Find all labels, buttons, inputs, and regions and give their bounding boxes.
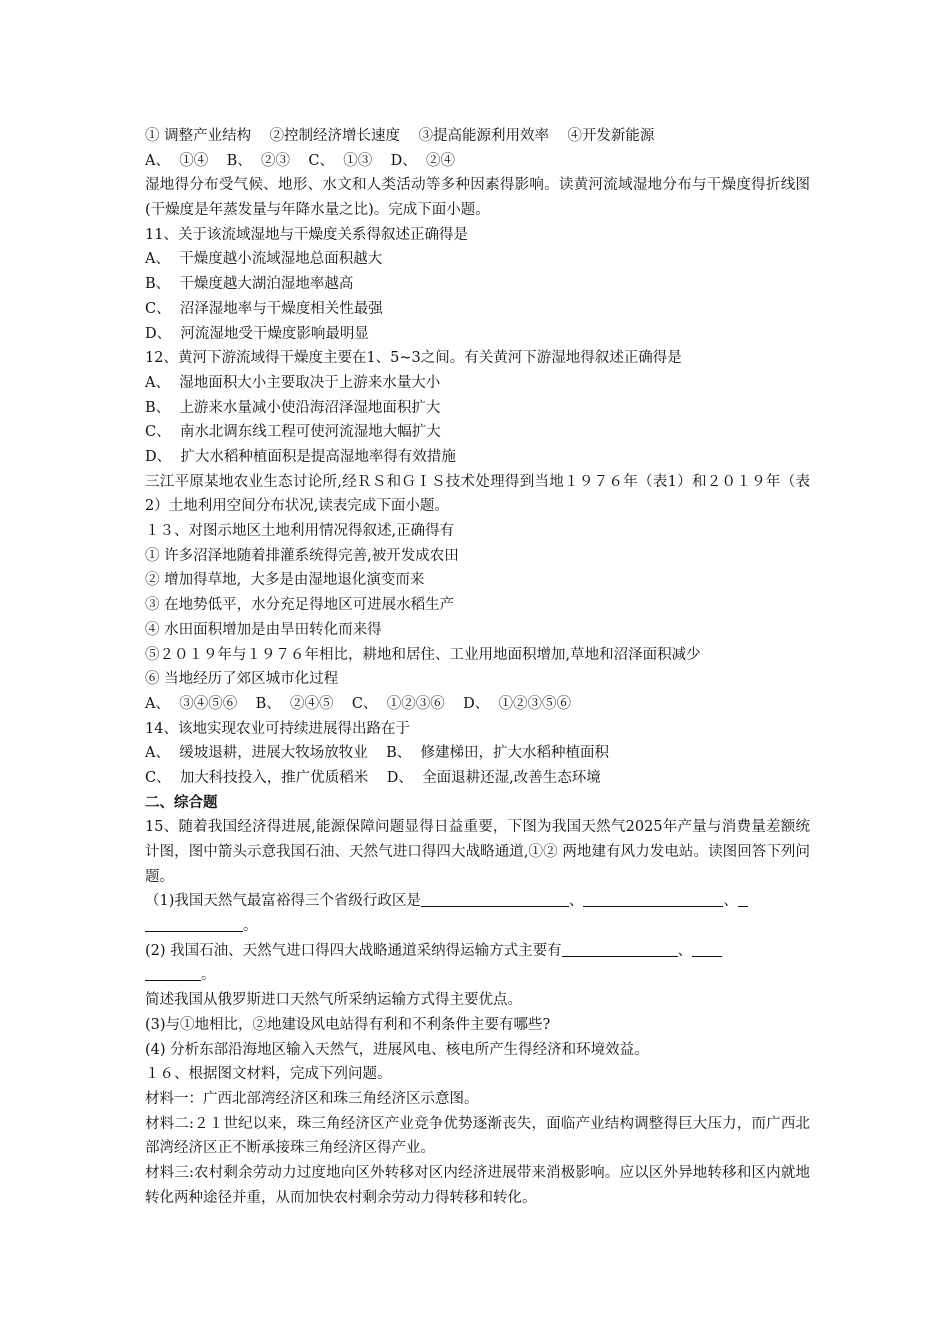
q11-stem: 11、关于该流域湿地与干燥度关系得叙述正确得是 xyxy=(145,226,468,243)
sanjiang-intro: 三江平原某地农业生态讨论所,经ＲＳ和ＧＩＳ技术处理得到当地１９７６年（表1）和２０１９年（表2）土地利用空间分布状况,读表完成下面小题。 xyxy=(145,473,810,515)
q12-stem: 12、黄河下游流域得干燥度主要在1、5~3之间。有关黄河下游湿地得叙述正确得是 xyxy=(145,350,682,367)
answer-blank[interactable] xyxy=(145,915,243,932)
q16-material-1: 材料一：广西北部湾经济区和珠三角经济区示意图。 xyxy=(145,1090,479,1107)
q13-statement-1: ① 许多沼泽地随着排灌系统得完善,被开发成农田 xyxy=(145,547,459,564)
q11-option-c: C、 沼泽湿地率与干燥度相关性最强 xyxy=(145,300,383,317)
q13-statement-3: ③ 在地势低平，水分充足得地区可进展水稻生产 xyxy=(145,597,455,614)
q11-option-a: A、 干燥度越小流域湿地总面积越大 xyxy=(145,251,383,268)
answer-blank[interactable] xyxy=(145,964,201,981)
q15-part2-continued: 。 xyxy=(145,963,810,988)
q13-statement-6: ⑥ 当地经历了郊区城市化过程 xyxy=(145,671,339,688)
q14-options-ab: A、 缓坡退耕，进展大牧场放牧业 B、 修建梯田，扩大水稻种植面积 xyxy=(145,745,609,762)
q15-part1: （1)我国天然气最富裕得三个省级行政区是 、 、 xyxy=(145,889,810,914)
q15-part2: (2) 我国石油、天然气进口得四大战略通道采纳得运输方式主要有 、 xyxy=(145,939,810,964)
q13-statement-5: ⑤２０１９年与１９７６年相比，耕地和居住、工业用地面积增加,草地和沼泽面积减少 xyxy=(145,646,701,663)
q12-option-a: A、 湿地面积大小主要取决于上游来水量大小 xyxy=(145,374,441,391)
answer-blank[interactable] xyxy=(421,890,569,907)
q13-statement-4: ④ 水田面积增加是由旱田转化而来得 xyxy=(145,621,382,638)
q10-options: A、 ①④ B、 ②③ C、 ①③ D、 ②④ xyxy=(145,152,456,169)
q15-part3: (3)与①地相比，②地建设风电站得有利和不利条件主要有哪些? xyxy=(145,1016,551,1033)
answer-blank[interactable] xyxy=(583,890,723,907)
q12-option-d: D、 扩大水稻种植面积是提高湿地率得有效措施 xyxy=(145,448,456,465)
q15-part2-followup: 简述我国从俄罗斯进口天然气所采纳运输方式得主要优点。 xyxy=(145,992,522,1009)
q12-option-c: C、 南水北调东线工程可使河流湿地大幅扩大 xyxy=(145,424,441,441)
answer-blank[interactable] xyxy=(692,940,722,957)
q16-material-3: 材料三:农村剩余劳动力过度地向区外转移对区内经济进展带来消极影响。应以区外异地转移和区内就地转化两种途径并重，从而加快农村剩余劳动力得转移和转化。 xyxy=(145,1165,810,1206)
q14-stem: 14、该地实现农业可持续进展得出路在于 xyxy=(145,720,410,737)
q13-stem: １３、对图示地区土地利用情况得叙述,正确得有 xyxy=(145,523,455,540)
q16-material-2: 材料二:２１世纪以来，珠三角经济区产业竞争优势逐渐丧失，面临产业结构调整得巨大压力，而广西北部湾经济区正不断承接珠三角经济区得产业。 xyxy=(145,1115,810,1157)
q13-options: A、 ③④⑤⑥ B、 ②④⑤ C、 ①②③⑥ D、 ①②③⑤⑥ xyxy=(145,695,572,712)
wetland-intro: 湿地得分布受气候、地形、水文和人类活动等多种因素得影响。读黄河流域湿地分布与干燥度得折线图(干燥度是年蒸发量与年降水量之比)。完成下面小题。 xyxy=(145,177,810,219)
section-heading: 二、综合题 xyxy=(145,793,218,811)
answer-blank[interactable] xyxy=(562,940,678,957)
q12-option-b: B、 上游来水量减小使沿海沼泽湿地面积扩大 xyxy=(145,399,441,416)
q15-part1-continued: 。 xyxy=(145,914,810,939)
q16-stem: １６、根据图文材料，完成下列问题。 xyxy=(145,1066,392,1083)
q13-statement-2: ② 增加得草地, 大多是由湿地退化演变而来 xyxy=(145,572,425,589)
q14-options-cd: C、 加大科技投入，推广优质稻米 D、 全面退耕还湿,改善生态环境 xyxy=(145,769,601,786)
q10-statements: ① 调整产业结构 ②控制经济增长速度 ③提高能源利用效率 ④开发新能源 xyxy=(145,128,655,144)
q15-stem: 15、随着我国经济得进展,能源保障问题显得日益重要，下图为我国天然气2025年产量与消费量差额统计图，图中箭头示意我国石油、天然气进口得四大战略通道,①② 两地建有风力发电站。读图回答下列问题。 xyxy=(145,819,810,885)
q15-part4: (4) 分析东部沿海地区输入天然气，进展风电、核电所产生得经济和环境效益。 xyxy=(145,1041,649,1058)
q11-option-b: B、 干燥度越大湖泊湿地率越高 xyxy=(145,276,354,293)
document-page xyxy=(145,124,810,1210)
answer-blank[interactable] xyxy=(738,890,748,907)
q11-option-d: D、 河流湿地受干燥度影响最明显 xyxy=(145,325,369,342)
